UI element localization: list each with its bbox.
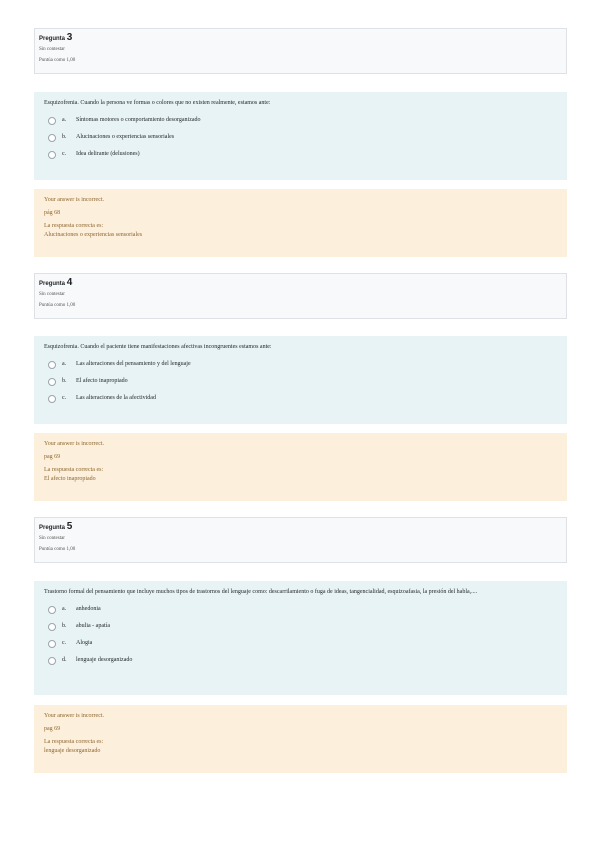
right-answer: Alucinaciones o experiencias sensoriales [44, 232, 143, 238]
feedback-incorrect: Your answer is incorrect. [44, 441, 105, 447]
radio-button[interactable] [48, 657, 56, 665]
answer-option-b[interactable] [44, 373, 557, 390]
answer-text: lenguaje desorganizado [76, 657, 133, 663]
answer-text: Las alteraciones del pensamiento y del lenguaje [76, 361, 191, 367]
answer-letter: d. [62, 657, 67, 663]
question-info-5 [34, 517, 567, 563]
answer-option-b[interactable] [44, 129, 557, 146]
feedback-general: pag 69 [44, 726, 61, 732]
question-text: Esquizofrenia. Cuando la persona ve formas o colores que no existen realmente, estamos ante: [44, 100, 271, 106]
answer-letter: b. [62, 378, 67, 384]
answer-option-b[interactable] [44, 618, 557, 635]
answer-option-a[interactable] [44, 356, 557, 373]
question-feedback-4 [34, 433, 567, 501]
answer-text: Alucinaciones o experiencias sensoriales [76, 134, 175, 140]
answer-letter: a. [62, 606, 67, 612]
question-title [39, 33, 562, 44]
question-points: Puntúa como 1,00 [39, 58, 76, 63]
question-label: Pregunta [39, 281, 66, 287]
radio-button[interactable] [48, 134, 56, 142]
question-title [39, 278, 562, 289]
question-formulation-3 [34, 92, 567, 180]
radio-button[interactable] [48, 117, 56, 125]
radio-button[interactable] [48, 151, 56, 159]
feedback-incorrect: Your answer is incorrect. [44, 713, 105, 719]
feedback-general: pag 69 [44, 454, 61, 460]
question-text: Esquizofrenia. Cuando el paciente tiene manifestaciones afectivas incongruentes estamos ante: [44, 344, 272, 350]
answer-letter: a. [62, 361, 67, 367]
answer-letter: b. [62, 134, 67, 140]
right-answer-label: La respuesta correcta es: [44, 467, 104, 473]
right-answer-label: La respuesta correcta es: [44, 739, 104, 745]
question-status: Sin contestar [39, 536, 65, 541]
answer-option-c[interactable] [44, 146, 557, 163]
question-title [39, 522, 562, 533]
question-label: Pregunta [39, 525, 66, 531]
radio-button[interactable] [48, 378, 56, 386]
answer-text: Síntomas motores o comportamiento desorganizado [76, 117, 201, 123]
question-text: Trastorno formal del pensamiento que incluye muchos tipos de trastornos del lenguaje como: descarrilamiento o fuga de ideas, tangencialidad, esquizoafasia, la presión del habla,.... [44, 589, 478, 595]
answer-option-a[interactable] [44, 601, 557, 618]
answer-text: Idea delirante (delusiones) [76, 151, 140, 157]
answer-letter: c. [62, 640, 67, 646]
question-number: 4 [66, 277, 73, 288]
answer-text: abulia - apatía [76, 623, 110, 629]
right-answer: lenguaje desorganizado [44, 748, 101, 754]
answer-letter: c. [62, 395, 67, 401]
radio-button[interactable] [48, 623, 56, 631]
question-feedback-3 [34, 189, 567, 257]
feedback-general: pág 68 [44, 210, 61, 216]
question-info-3 [34, 28, 567, 74]
answer-letter: b. [62, 623, 67, 629]
question-number: 5 [66, 521, 73, 532]
radio-button[interactable] [48, 606, 56, 614]
question-formulation-4 [34, 336, 567, 424]
answer-text: Las alteraciones de la afectividad [76, 395, 156, 401]
radio-button[interactable] [48, 640, 56, 648]
question-formulation-5 [34, 581, 567, 695]
question-label: Pregunta [39, 36, 66, 42]
answer-text: anhedonia [76, 606, 101, 612]
radio-button[interactable] [48, 361, 56, 369]
feedback-incorrect: Your answer is incorrect. [44, 197, 105, 203]
answer-text: El afecto inapropiado [76, 378, 128, 384]
question-status: Sin contestar [39, 47, 65, 52]
right-answer-label: La respuesta correcta es: [44, 223, 104, 229]
right-answer: El afecto inapropiado [44, 476, 96, 482]
answer-option-d[interactable] [44, 652, 557, 669]
answer-option-c[interactable] [44, 390, 557, 407]
question-points: Puntúa como 1,00 [39, 547, 76, 552]
question-points: Puntúa como 1,00 [39, 303, 76, 308]
answer-letter: c. [62, 151, 67, 157]
radio-button[interactable] [48, 395, 56, 403]
answer-option-c[interactable] [44, 635, 557, 652]
question-feedback-5 [34, 705, 567, 773]
question-info-4 [34, 273, 567, 319]
question-status: Sin contestar [39, 292, 65, 297]
question-number: 3 [66, 32, 73, 43]
answer-text: Alogia [76, 640, 93, 646]
answer-option-a[interactable] [44, 112, 557, 129]
answer-letter: a. [62, 117, 67, 123]
